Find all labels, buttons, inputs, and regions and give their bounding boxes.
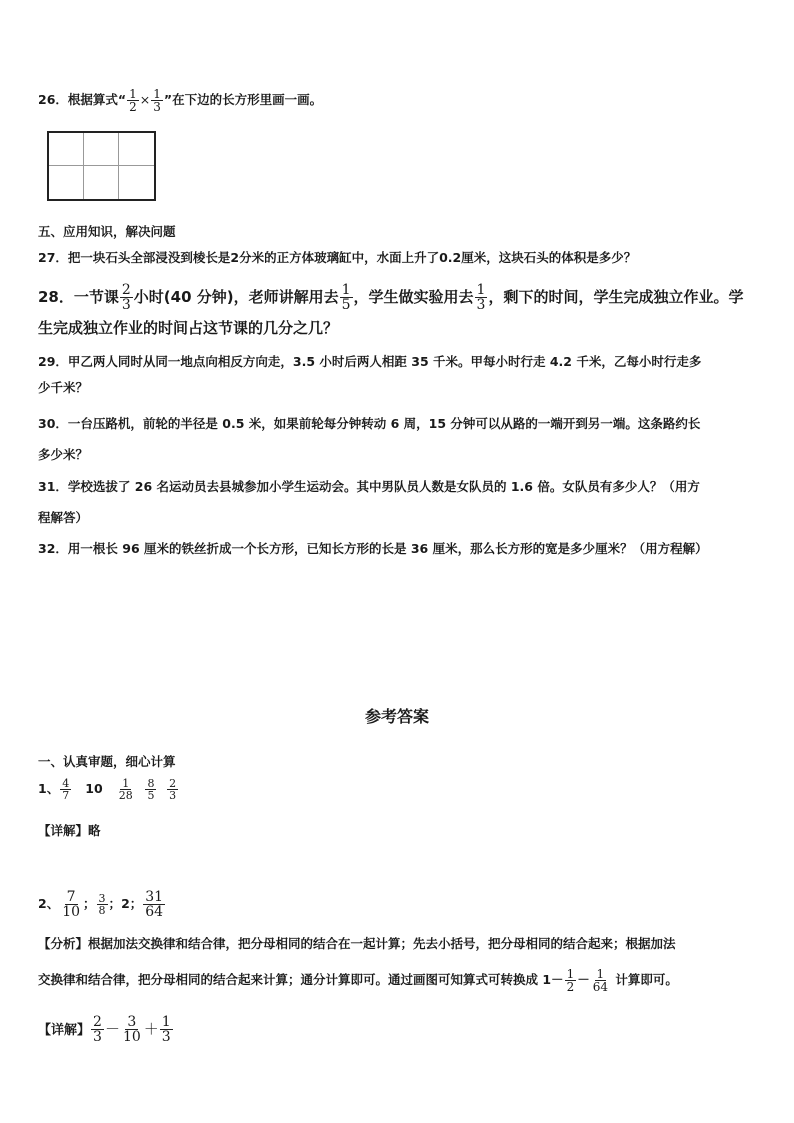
question-32: 32．用一根长 96 厘米的铁丝折成一个长方形，已知长方形的长是 36 厘米，那么长方形的宽是多少厘米？（用方程解） <box>38 541 708 556</box>
grid-cell <box>49 166 84 199</box>
a1-value-2: 10 <box>85 781 103 796</box>
question-28-line2: 生完成独立作业的时间占这节课的几分之几？ <box>38 319 339 337</box>
a1-fraction-4: $\frac{8}{5}$ <box>147 777 155 802</box>
answer-2: 2、 $\frac{7}{10}$ ； $\frac{3}{8}$ ；2； $\frac{31}{64}$ <box>38 889 164 920</box>
rectangle-grid <box>47 131 156 201</box>
answer-1: 1、 $\frac{4}{7}$ 10 $\frac{1}{28}$ $\frac{8}{5}$ $\frac{2}{3}$ <box>38 777 177 802</box>
question-30-line2: 多少米？ <box>38 447 89 462</box>
q26-text-prefix: 26．根据算式“ <box>38 92 127 107</box>
question-29-line1: 29．甲乙两人同时从同一地点向相反方向走，3.5 小时后两人相距 35 千米。甲每小时行走 4.2 千米，乙每小时行走多 <box>38 354 702 369</box>
question-30-line1: 30．一台压路机，前轮的半径是 0.5 米，如果前轮每分钟转动 6 周，15 分钟可以从路的一端开到另一端。这条路约长 <box>38 416 701 431</box>
answer-2-analysis-line1: 【分析】根据加法交换律和结合律，把分母相同的结合在一起计算；先去小括号，把分母相同的结合起来；根据加法 <box>38 936 676 951</box>
a2-fraction-2: $\frac{3}{8}$ <box>98 892 106 917</box>
grid-cell <box>119 166 154 199</box>
answer-1-detail: 【详解】略 <box>38 823 101 838</box>
grid-cell <box>84 166 119 199</box>
answer-2-detail: 【详解】 $\frac{2}{3}$ － $\frac{3}{10}$ ＋ $\frac{1}{3}$ <box>38 1014 171 1045</box>
a1-fraction-1: $\frac{4}{7}$ <box>62 777 70 802</box>
answers-section-1: 一、认真审题，细心计算 <box>38 754 176 769</box>
grid-cell <box>84 133 119 166</box>
section-5-heading: 五、应用知识，解决问题 <box>38 224 176 239</box>
a1-fraction-5: $\frac{2}{3}$ <box>169 777 177 802</box>
question-31-line2: 程解答） <box>38 510 89 525</box>
question-31-line1: 31．学校选拔了 26 名运动员去县城参加小学生运动会。其中男队员人数是女队员的 1.6 倍。女队员有多少人？（用方 <box>38 479 700 494</box>
question-29-line2: 少千米？ <box>38 380 89 395</box>
question-27: 27．把一块石头全部浸没到棱长是2分米的正方体玻璃缸中，水面上升了0.2厘米，这块石头的体积是多少？ <box>38 250 637 265</box>
a2-fraction-1: $\frac{7}{10}$ <box>62 889 81 920</box>
a2-analysis-fraction-1: $\frac{1}{2}$ <box>566 967 575 994</box>
answer-2-analysis-line2: 交换律和结合律，把分母相同的结合起来计算；通分计算即可。通过画图可知算式可转换成 1－ $\frac{1}{2}$ － $\frac{1}{64}$ 计算即可。 <box>38 967 678 994</box>
q26-text-suffix: ”在下边的长方形里画一画。 <box>163 92 323 107</box>
a2-fraction-4: $\frac{31}{64}$ <box>145 889 164 920</box>
a2-detail-fraction-3: $\frac{1}{3}$ <box>161 1014 171 1045</box>
a2-detail-fraction-2: $\frac{3}{10}$ <box>122 1014 141 1045</box>
q28-fraction-3: $\frac{1}{3}$ <box>476 282 486 313</box>
grid-cell <box>119 133 154 166</box>
a2-analysis-fraction-2: $\frac{1}{64}$ <box>592 967 608 994</box>
answers-title: 参考答案 <box>364 707 429 726</box>
question-26 <box>38 88 764 113</box>
a2-detail-fraction-1: $\frac{2}{3}$ <box>93 1014 102 1045</box>
q26-fraction-2: $\frac{1}{3}$ <box>153 87 161 114</box>
question-28-line1: 28．一节课 $\frac{2}{3}$ 小时(40 分钟)，老师讲解用去 $\frac{1}{5}$ ，学生做实验用去 $\frac{1}{3}$ ，剩下的时间，学生完成独立作业。学 <box>38 282 744 313</box>
q28-fraction-2: $\frac{1}{5}$ <box>341 282 351 313</box>
grid-cell <box>49 133 84 166</box>
q26-fraction-1: $\frac{1}{2}$ <box>129 87 137 114</box>
times-sign: × <box>139 92 151 107</box>
a1-fraction-3: $\frac{1}{28}$ <box>118 777 133 802</box>
q28-fraction-1: $\frac{2}{3}$ <box>121 282 131 313</box>
